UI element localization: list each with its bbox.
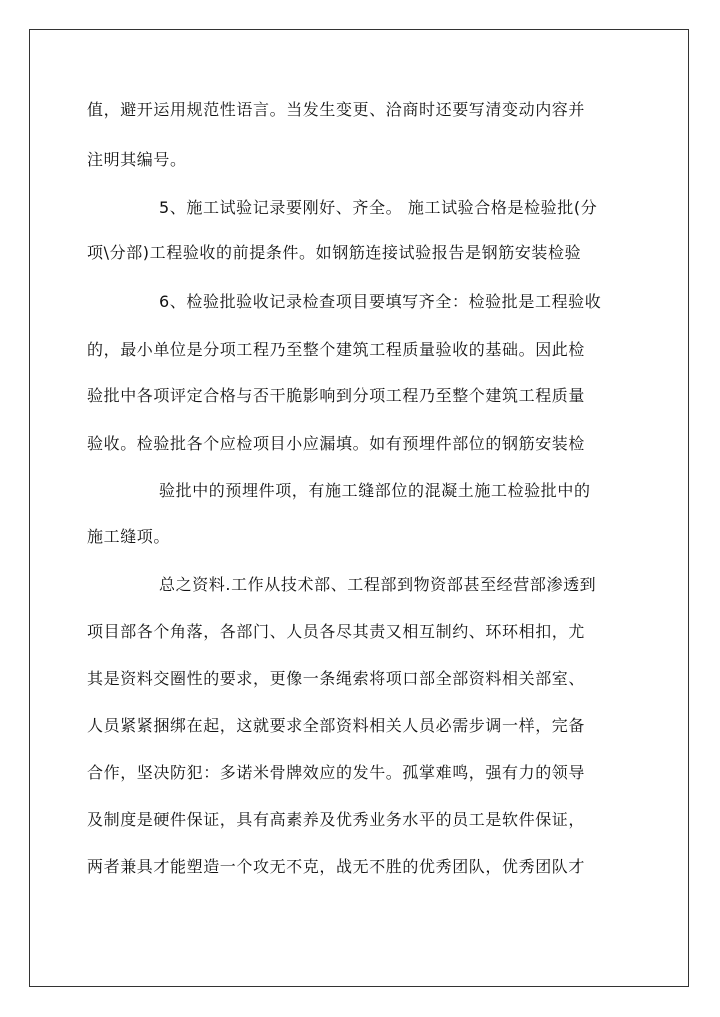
paragraph-start-line: 验批中的预埋件项，有施工缝部位的混凝土施工检验批中的	[159, 481, 591, 500]
paragraph-start-line: 5、施工试验记录要刚好、齐全。 施工试验合格是检验批(分	[159, 198, 598, 217]
text-line: 注明其编号。	[87, 150, 187, 169]
text-line: 值，避开运用规范性语言。当发生变更、洽商时还要写清变动内容并	[87, 100, 586, 119]
text-line: 其是资料交圈性的要求，更像一条绳索将项口部全部资料相关部室、	[87, 669, 586, 688]
text-line: 合作，坚决防犯：多诺米骨牌效应的发牛。孤掌难鸣，强有力的领导	[87, 763, 586, 782]
text-line: 两者兼具才能塑造一个攻无不克，战无不胜的优秀团队，优秀团队才	[87, 857, 586, 876]
text-line: 人员紧紧捆绑在起，这就要求全部资料相关人员必需步调一样，完备	[87, 716, 586, 735]
text-line: 验收。检验批各个应检项目小应漏填。如有预埋件部位的钢筋安装检	[87, 434, 586, 453]
paragraph-start-line: 6、检验批验收记录检查项目要填写齐全：检验批是工程验收	[159, 292, 602, 311]
text-line: 施工缝项。	[87, 527, 171, 546]
text-line: 项目部各个角落，各部门、人员各尽其责又相互制约、环环相扣，尤	[87, 622, 586, 641]
text-line: 项\分部)工程验收的前提条件。如钢筋连接试验报告是钢筋安装检验	[87, 243, 582, 262]
text-line: 的，最小单位是分项工程乃至整个建筑工程质量验收的基础。因此检	[87, 340, 586, 359]
paragraph-start-line: 总之资料.工作从技术部、工程部到物资部甚至经营部渗透到	[159, 575, 597, 594]
text-line: 及制度是硬件保证，具有高素养及优秀业务水平的员工是软件保证，	[87, 810, 586, 829]
page-border	[29, 29, 689, 987]
text-line: 验批中各项评定合格与否干脆影响到分项工程乃至整个建筑工程质量	[87, 386, 586, 405]
